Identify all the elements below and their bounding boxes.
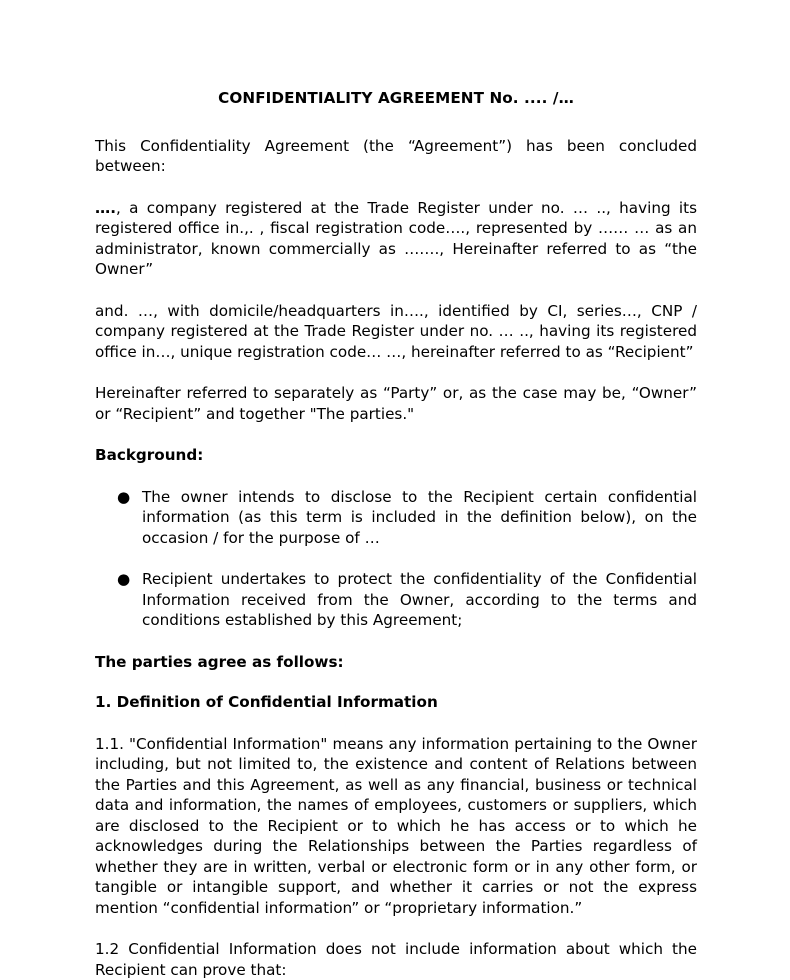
recipient-party-paragraph: and. …, with domicile/headquarters in…., identified by CI, series…, CNP / company registered at the Trade Register under no. … .., having its registered office in…, unique registration code… …, hereinafter referred to as “Recipient”	[95, 301, 697, 361]
owner-party-text: , a company registered at the Trade Register under no. … .., having its registered office in.,. , fiscal registration code…., represented by …… … as an administrator, known commercially as ……., Hereinafter referred to as “the Owner”	[95, 198, 697, 278]
list-item	[95, 548, 697, 631]
owner-party-lead: ….	[95, 198, 116, 217]
clause-1-1-paragraph: 1.1. "Confidential Information" means any information pertaining to the Owner including, but not limited to, the existence and content of Relations between the Parties and this Agreement, as well as any financial, business or technical data and information, the names of employees, customers or suppliers, which are disclosed to the Recipient or to which he has access or to which he acknowledges during the Relationships between the Parties regardless of whether they are in written, verbal or electronic form or in any other form, or tangible or intangible support, and whether it carries or not the express mention “confidential information” or “proprietary information.”	[95, 734, 697, 917]
bullet-dot-icon: ●	[117, 487, 131, 506]
owner-party-paragraph	[95, 177, 697, 280]
bullet-dot-icon: ●	[117, 570, 131, 588]
background-bullet-list	[95, 466, 697, 631]
document-title: CONFIDENTIALITY AGREEMENT No. .... /…	[218, 89, 574, 107]
parties-definition-paragraph: Hereinafter referred to separately as “Party” or, as the case may be, “Owner” or “Recipient” and together "The parties."	[95, 384, 697, 423]
section-1-heading: 1. Definition of Confidential Information	[95, 693, 438, 711]
list-item-text: Recipient undertakes to protect the confidentiality of the Confidential Information received from the Owner, according to the terms and conditions established by this Agreement;	[142, 570, 697, 629]
clause-1-2-paragraph: 1.2 Confidential Information does not include information about which the Recipient can prove that:	[95, 940, 697, 979]
background-heading: Background:	[95, 446, 204, 464]
intro-paragraph: This Confidentiality Agreement (the “Agreement”) has been concluded between:	[95, 136, 697, 175]
list-item-text: The owner intends to disclose to the Recipient certain confidential information (as this term is included in the definition below), on the occasion / for the purpose of …	[142, 487, 697, 547]
agree-heading: The parties agree as follows:	[95, 652, 344, 671]
list-item	[95, 466, 697, 549]
